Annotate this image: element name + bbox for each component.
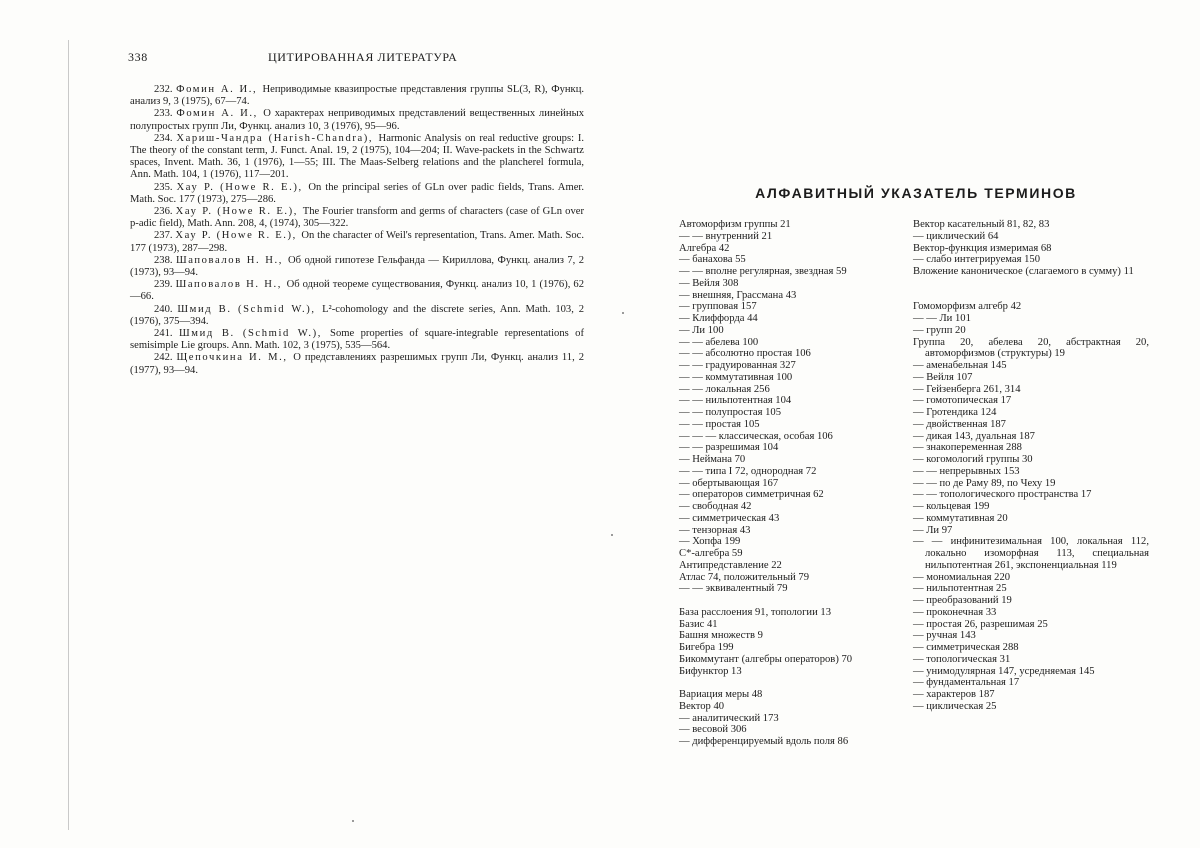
reference-author: Шмид В. (Schmid W.), (178, 328, 331, 340)
index-entry: — аналитический 173 (679, 712, 779, 724)
index-column-right (913, 219, 1149, 713)
index-entry: Группа 20, абелева 20, абстрактная 20, автоморфизмов (структуры) 19 (913, 336, 1149, 360)
index-entry: — — эквивалентный 79 (679, 583, 788, 595)
index-entry: — Вейля 308 (679, 277, 739, 289)
index-gap (679, 595, 901, 607)
index-entry: Бигебра 199 (679, 642, 734, 653)
reference-text: Об одной гипотезе Гельфанда — Кириллова, Функц. анализ 7, 2 (1973), 93—94. (130, 254, 585, 279)
index-entry: — групповая 157 (679, 301, 757, 313)
index-entry: — когомологий группы 30 (913, 454, 1033, 465)
index-entry: — банахова 55 (679, 254, 746, 266)
reference-text: Some properties of square-integrable representations of semisimple Lie groups. Ann. Math. 102, 3 (1975), 535—564. (130, 328, 585, 352)
reference-item (130, 304, 584, 328)
index-gap (913, 278, 1149, 290)
index-entry: — унимодулярная 147, усредняемая 145 (913, 665, 1095, 677)
index-entry: — фундаментальная 17 (913, 677, 1020, 689)
index-entry: — — локальная 256 (679, 383, 770, 395)
index-entry: — знакопеременная 288 (913, 442, 1022, 454)
reference-text: Об одной теореме существования, Функц. анализ 10, 1 (1976), 62—66. (130, 279, 585, 303)
index-entry: — — по де Раму 89, по Чеху 19 (913, 477, 1056, 489)
index-entry: — — Ли 101 (913, 313, 971, 324)
index-entry: Вектор 40 (679, 700, 725, 712)
index-entry: — — абелева 100 (679, 336, 759, 348)
right-page (600, 0, 1200, 848)
reference-text: The Fourier transform and germs of characters (case of GLn over p-adic field), Math. Ann. 208, 4, (1974), 305—322. (130, 206, 584, 230)
index-entry: — Ли 100 (679, 324, 724, 336)
reference-number: 236. (154, 206, 176, 218)
reference-number: 240. (154, 303, 178, 315)
index-entry: — коммутативная 20 (913, 512, 1008, 524)
index-entry: Бикоммутант (алгебры операторов) 70 (679, 653, 853, 665)
index-entry: — — нильпотентная 104 (679, 395, 792, 407)
index-entry: — — непрерывных 153 (913, 465, 1020, 477)
running-head: ЦИТИРОВАННАЯ ЛИТЕРАТУРА (268, 50, 458, 64)
index-entry: — весовой 306 (679, 724, 747, 736)
index-gap (913, 290, 1149, 302)
reference-item (130, 182, 584, 206)
speck-mark (352, 820, 354, 822)
reference-text: Harmonic Analysis on real reductive groups: I. The theory of the constant term, J. Funct. Anal. 19, 2 (1975), 104—204; II. Wave-packets in the Schwartz spaces, Invent. Math. 36, 1 (1976), 1—55; III. The Maas-Selberg relations and the plancherel formula, Ann. Math. 104, 1 (1976), 117—201. (130, 132, 584, 181)
index-entry: — тензорная 43 (679, 524, 751, 536)
reference-item (130, 279, 584, 303)
index-entry: Атлас 74, положительный 79 (679, 571, 810, 583)
page-number: 338 (128, 50, 148, 64)
index-entry: — внешняя, Грассмана 43 (679, 289, 797, 301)
reference-number: 241. (154, 328, 179, 340)
index-entry: — гомотопическая 17 (913, 395, 1012, 407)
speck-mark (611, 534, 613, 536)
reference-text: О представлениях разрешимых групп Ли, Функц. анализ 11, 2 (1977), 93—94. (130, 352, 584, 376)
reference-number: 235. (154, 181, 177, 193)
index-entry: — нильпотентная 25 (913, 583, 1007, 595)
index-entry: — — — классическая, особая 106 (679, 430, 833, 442)
reference-author: Щепочкина И. М., (176, 352, 294, 364)
index-entry: — дикая 143, дуальная 187 (913, 430, 1035, 442)
reference-item (130, 352, 584, 376)
reference-author: Шаповалов Н. Н., (175, 279, 287, 291)
index-entry: — преобразований 19 (913, 595, 1012, 606)
reference-number: 238. (154, 254, 176, 266)
index-entry: — — полупростая 105 (679, 407, 781, 418)
reference-author: Хау Р. (Howe R. E.), (175, 206, 303, 218)
index-entry: — слабо интегрируемая 150 (913, 254, 1041, 266)
index-entry: — — внутренний 21 (679, 230, 773, 242)
reference-number: 242. (154, 352, 177, 364)
index-entry: — простая 26, разрешимая 25 (913, 618, 1048, 630)
index-entry: — — вполне регулярная, звездная 59 (679, 266, 847, 277)
index-entry: — симметрическая 288 (913, 642, 1019, 653)
reference-number: 234. (154, 132, 177, 144)
index-entry: — — топологического пространства 17 (913, 489, 1092, 501)
index-entry: — дифференцируемый вдоль поля 86 (679, 736, 849, 747)
index-entry: — Вейля 107 (913, 371, 973, 383)
index-entry: — групп 20 (913, 324, 966, 336)
index-entry: — ручная 143 (913, 630, 976, 642)
index-entry: — мономиальная 220 (913, 571, 1011, 583)
reference-text: L²-cohomology and the discrete series, Ann. Math. 103, 2 (1976), 375—394. (130, 303, 584, 327)
index-entry: — топологическая 31 (913, 653, 1011, 665)
speck-mark (622, 312, 624, 314)
index-entry: Вектор-функция измеримая 68 (913, 242, 1052, 254)
binding-edge-mark (68, 40, 69, 830)
reference-author: Хау Р. (Howe R. E.), (176, 181, 309, 193)
reference-item (130, 133, 584, 182)
reference-item (130, 230, 584, 254)
index-entry: Алгебра 42 (679, 242, 730, 254)
index-entry: — — градуированная 327 (679, 360, 796, 371)
reference-author: Шмид В. (Schmid W.), (177, 303, 323, 315)
reference-author: Фомин А. И., (176, 84, 263, 95)
index-entry: Базис 41 (679, 618, 718, 630)
index-entry: — — разрешимая 104 (679, 442, 779, 454)
reference-text: О характерах неприводимых представлений вещественных линейных полупростых групп Ли, Функц. анализ 10, 3 (1976), 95—96. (130, 108, 585, 132)
index-entry: — характеров 187 (913, 689, 995, 700)
reference-number: 233. (154, 108, 177, 120)
index-entry: — обертывающая 167 (679, 477, 779, 489)
index-entry: — — коммутативная 100 (679, 371, 793, 383)
index-entry: База расслоения 91, топологии 13 (679, 606, 832, 618)
index-entry: — операторов симметричная 62 (679, 489, 824, 501)
index-entry: — двойственная 187 (913, 418, 1006, 430)
index-entry: — — типа I 72, однородная 72 (679, 465, 817, 477)
index-entry: — — инфинитезимальная 100, локальная 112, локально изоморфная 113, специальная нильпотентная 261, экспоненциальная 119 (913, 536, 1149, 571)
index-entry: Автоморфизм группы 21 (679, 219, 791, 230)
index-entry: — Неймана 70 (679, 454, 746, 465)
index-entry: — свободная 42 (679, 501, 752, 512)
reference-author: Фомин А. И., (176, 108, 264, 120)
index-title: АЛФАВИТНЫЙ УКАЗАТЕЛЬ ТЕРМИНОВ (755, 185, 1077, 201)
index-entry: Башня множеств 9 (679, 630, 763, 642)
index-entry: Антипредставление 22 (679, 559, 782, 571)
page-header (128, 50, 584, 70)
index-column-left (679, 219, 901, 748)
reference-author: Шаповалов Н. Н., (175, 254, 289, 266)
index-entry: Вложение каноническое (слагаемого в сумму) 11 (913, 266, 1134, 277)
reference-item (130, 84, 584, 108)
index-entry: — проконечная 33 (913, 606, 997, 618)
reference-text: On the character of Weil's representation, Trans. Amer. Math. Soc. 177 (1973), 287—298. (130, 230, 585, 254)
reference-item (130, 328, 584, 352)
index-entry: — кольцевая 199 (913, 501, 990, 512)
index-entry: — Хопфа 199 (679, 536, 741, 548)
index-entry: — Ли 97 (913, 524, 953, 536)
index-entry: — — абсолютно простая 106 (679, 348, 811, 360)
index-entry: Гомоморфизм алгебр 42 (913, 301, 1022, 313)
index-entry: — циклическая 25 (913, 700, 997, 712)
reference-item (130, 255, 584, 279)
index-entry: — аменабельная 145 (913, 360, 1007, 371)
index-entry: — — простая 105 (679, 418, 760, 430)
index-gap (679, 677, 901, 689)
reference-author: Хау Р. (Howe R. E.), (175, 230, 302, 242)
index-entry: — циклический 64 (913, 230, 999, 242)
index-entry: Бифунктор 13 (679, 665, 742, 677)
index-entry: — Клиффорда 44 (679, 313, 758, 324)
index-entry: C*-алгебра 59 (679, 548, 743, 559)
index-entry: — Гротендика 124 (913, 407, 997, 418)
reference-item (130, 206, 584, 230)
index-entry: — симметрическая 43 (679, 512, 780, 524)
reference-number: 237. (154, 230, 176, 242)
index-entry: Вариация меры 48 (679, 689, 763, 700)
reference-number: 239. (154, 279, 176, 291)
index-entry: — Гейзенберга 261, 314 (913, 383, 1021, 395)
reference-author: Хариш-Чандра (Harish-Chandra), (176, 132, 379, 144)
reference-item (130, 108, 584, 132)
reference-list (130, 84, 584, 377)
reference-text: Неприводимые квазипростые представления группы SL(3, R), Функц. анализ 9, 3 (1975), 67—74. (130, 84, 585, 108)
reference-text: On the principal series of GLn over padic fields, Trans. Amer. Math. Soc. 177 (1973), 275—286. (130, 181, 584, 205)
index-entry: Вектор касательный 81, 82, 83 (913, 219, 1050, 230)
reference-number: 232. (154, 84, 177, 95)
